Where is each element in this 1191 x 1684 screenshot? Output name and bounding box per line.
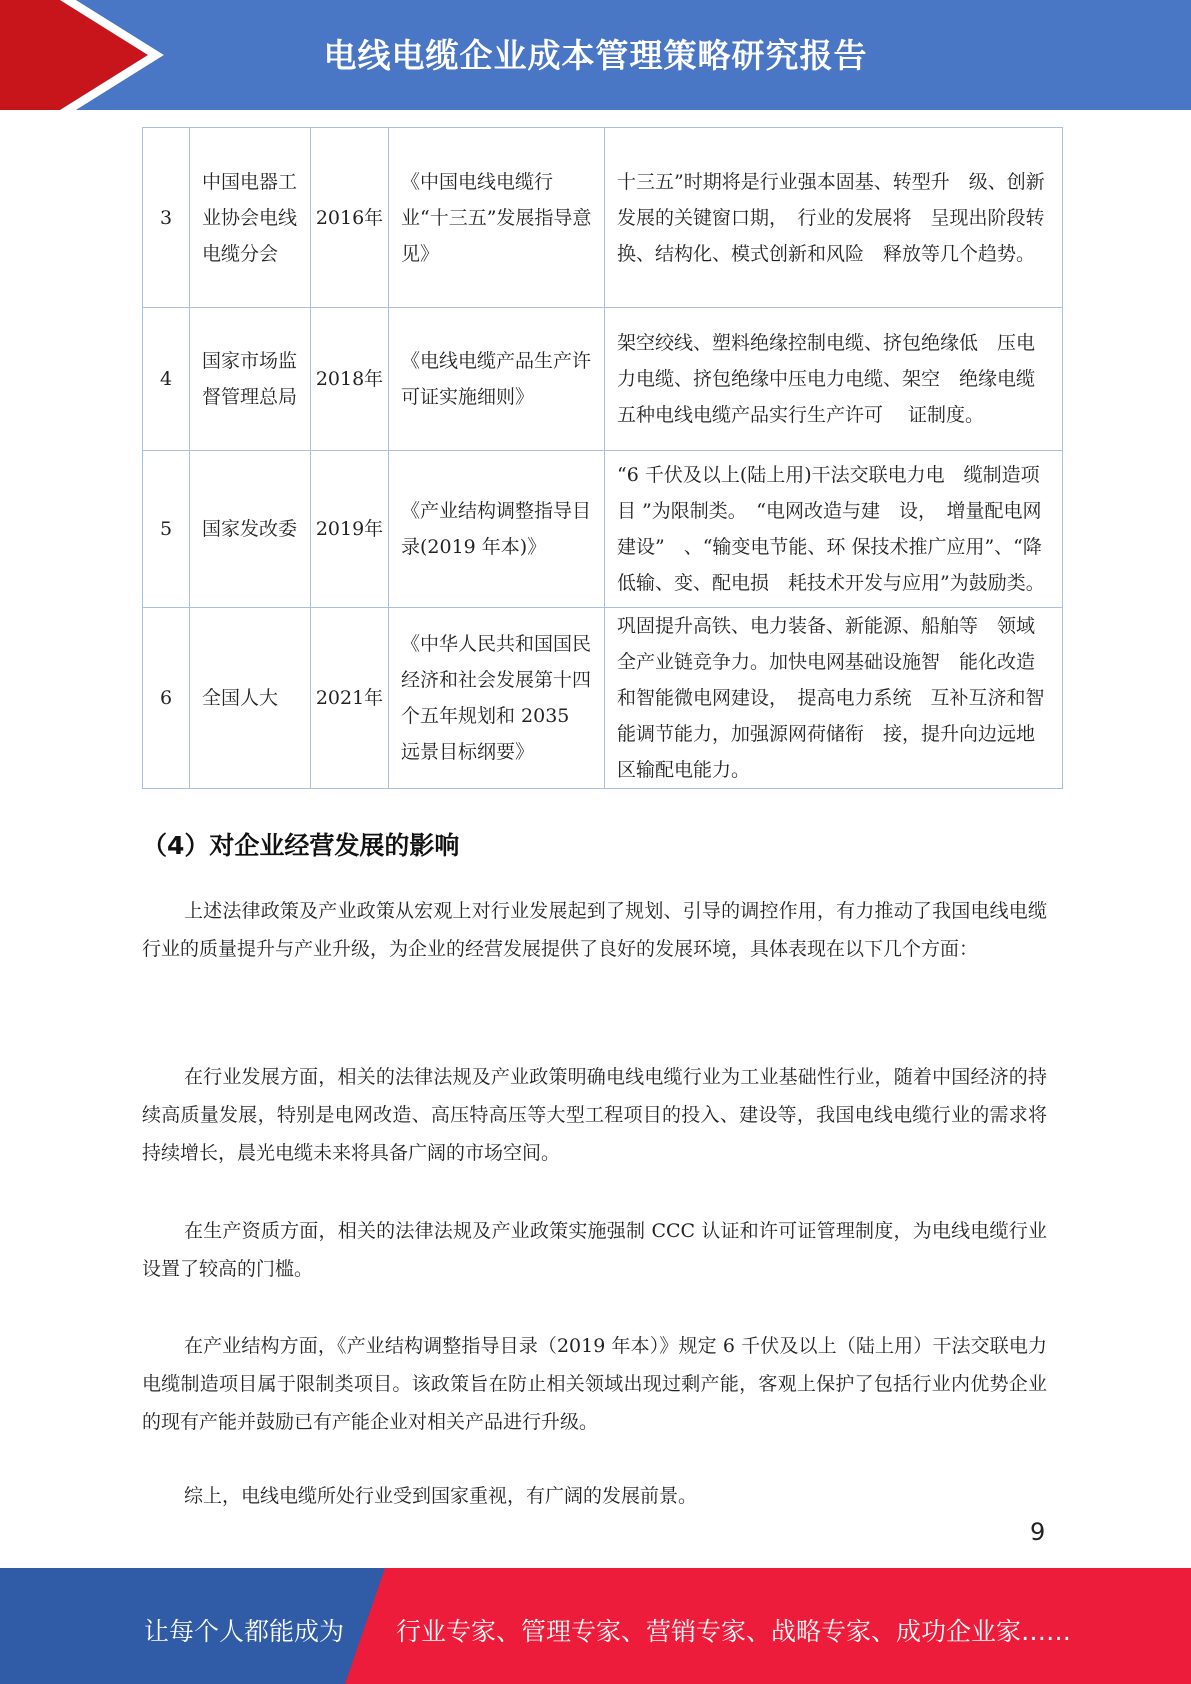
row-number: 5: [143, 451, 190, 608]
issue-year: 2019年: [311, 451, 389, 608]
row-number: 6: [143, 608, 190, 789]
section-heading: （4）对企业经营发展的影响: [142, 831, 460, 860]
policy-description: 十三五”时期将是行业强本固基、转型升 级、创新发展的关键窗口期， 行业的发展将 呈现出阶段转换、结构化、模式创新和风险 释放等几个趋势。: [605, 128, 1063, 308]
table-row: [143, 308, 1063, 451]
policy-description: “6 千伏及以上(陆上用)干法交联电力电 缆制造项目 ”为限制类。 “电网改造与建 设， 增量配电网建设” 、“输变电节能、环 保技术推广应用”、“降低输、变、配电损 耗技术开发与应用”为鼓励类。: [605, 451, 1063, 608]
row-number: 3: [143, 128, 190, 308]
table-row: [143, 451, 1063, 608]
table-row: [143, 608, 1063, 789]
issuing-organization: 全国人大: [190, 608, 311, 789]
issuing-organization: 国家发改委: [190, 451, 311, 608]
table-row: [143, 128, 1063, 308]
issue-year: 2021年: [311, 608, 389, 789]
footer-slogan-right: 行业专家、管理专家、营销专家、战略专家、成功企业家……: [396, 1617, 1072, 1646]
policy-document: 《产业结构调整指导目录(2019 年本)》: [389, 451, 605, 608]
issue-year: 2016年: [311, 128, 389, 308]
body-paragraph: 在生产资质方面，相关的法律法规及产业政策实施强制 CCC 认证和许可证管理制度，为电线电缆行业设置了较高的门槛。: [142, 1220, 1047, 1280]
page-footer: [0, 1568, 1191, 1684]
policy-document: 《中国电线电缆行业“十三五”发展指导意见》: [389, 128, 605, 308]
issue-year: 2018年: [311, 308, 389, 451]
body-paragraph: 综上，电线电缆所处行业受到国家重视，有广阔的发展前景。: [184, 1485, 698, 1507]
row-number: 4: [143, 308, 190, 451]
body-paragraph: 上述法律政策及产业政策从宏观上对行业发展起到了规划、引导的调控作用，有力推动了我国电线电缆行业的质量提升与产业升级，为企业的经营发展提供了良好的发展环境，具体表现在以下几个方面：: [142, 900, 1047, 960]
policy-document: 《电线电缆产品生产许可证实施细则》: [389, 308, 605, 451]
page-number: 9: [1030, 1518, 1046, 1546]
policy-table: [142, 127, 1063, 789]
body-paragraph: 在行业发展方面，相关的法律法规及产业政策明确电线电缆行业为工业基础性行业，随着中国经济的持续高质量发展，特别是电网改造、高压特高压等大型工程项目的投入、建设等，我国电线电缆行业的需求将持续增长，晨光电缆未来将具备广阔的市场空间。: [142, 1066, 1047, 1164]
issuing-organization: 国家市场监督管理总局: [190, 308, 311, 451]
footer-slogan-left: 让每个人都能成为: [144, 1617, 345, 1646]
policy-document: 《中华人民共和国国民经济和社会发展第十四个五年规划和 2035 远景目标纲要》: [389, 608, 605, 789]
policy-description: 巩固提升高铁、电力装备、新能源、船舶等 领域全产业链竞争力。加快电网基础设施智 能化改造和智能微电网建设， 提高电力系统 互补互济和智能调节能力，加强源网荷储衔 接，提升向边远地区输配电能力。: [605, 608, 1063, 789]
issuing-organization: 中国电器工业协会电线电缆分会: [190, 128, 311, 308]
policy-description: 架空绞线、塑料绝缘控制电缆、挤包绝缘低 压电力电缆、挤包绝缘中压电力电缆、架空 绝缘电缆五种电线电缆产品实行生产许可 证制度。: [605, 308, 1063, 451]
page-header: [0, 0, 1191, 110]
report-title: 电线电缆企业成本管理策略研究报告: [323, 36, 868, 75]
body-paragraph: 在产业结构方面，《产业结构调整指导目录（2019 年本）》规定 6 千伏及以上（陆上用）干法交联电力电缆制造项目属于限制类项目。该政策旨在防止相关领域出现过剩产能，客观上保护了包括行业内优势企业的现有产能并鼓励已有产能企业对相关产品进行升级。: [142, 1335, 1047, 1433]
